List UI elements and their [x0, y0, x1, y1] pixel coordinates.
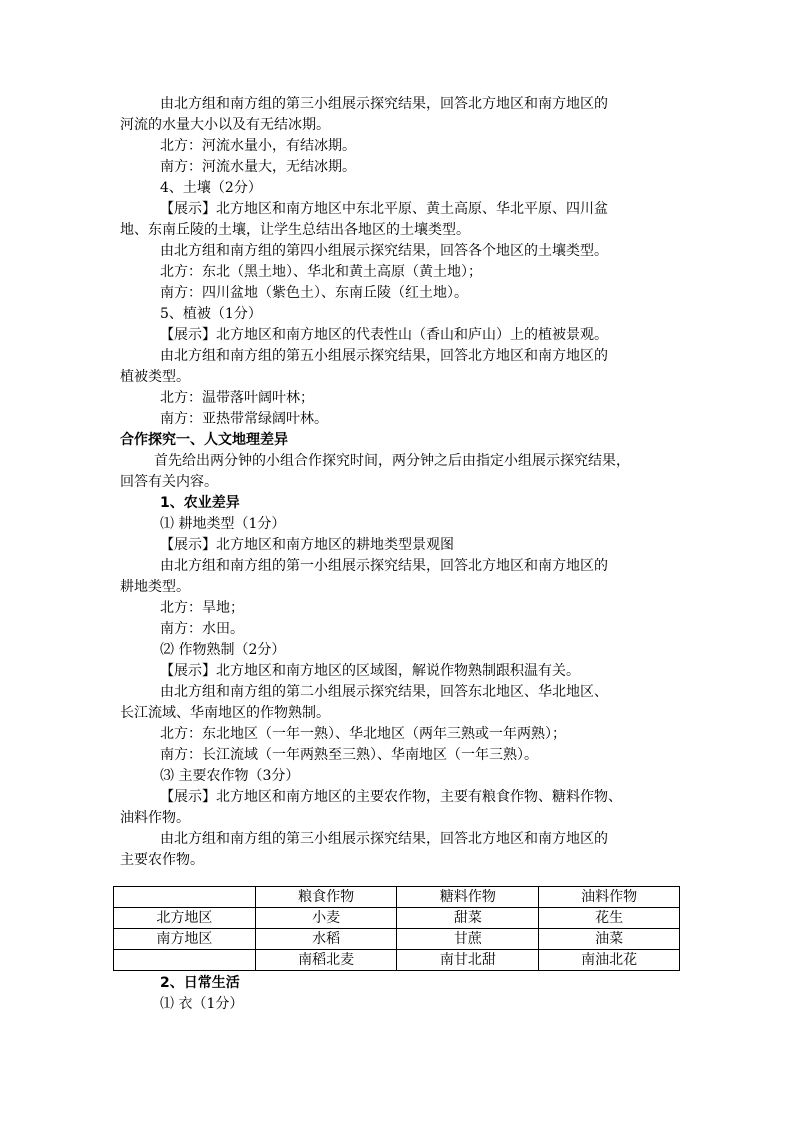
section-heading-vegetation: 5、植被（1分） — [160, 306, 262, 322]
table-cell: 甜菜 — [397, 908, 539, 929]
table-cell: 油菜 — [539, 929, 680, 950]
paragraph-line: 【展示】北方地区和南方地区的代表性山（香山和庐山）上的植被景观。 — [160, 327, 608, 343]
answer-south: 南方：亚热带常绿阔叶林。 — [160, 411, 328, 427]
answer-north: 北方：旱地； — [160, 600, 244, 616]
paragraph-line: 回答有关内容。 — [120, 474, 218, 490]
table-cell — [114, 950, 256, 971]
table-cell: 南甘北甜 — [397, 950, 539, 971]
answer-south: 南方：水田。 — [160, 621, 244, 637]
paragraph-line: 油料作物。 — [120, 810, 190, 826]
answer-north: 北方：温带落叶阔叶林； — [160, 390, 314, 406]
table-cell: 糖料作物 — [397, 887, 539, 908]
table-cell: 南稻北麦 — [255, 950, 397, 971]
paragraph-line: 由北方组和南方组的第三小组展示探究结果，回答北方地区和南方地区的 — [160, 96, 608, 112]
paragraph-line: 由北方组和南方组的第一小组展示探究结果，回答北方地区和南方地区的 — [160, 558, 608, 574]
paragraph-line: 由北方组和南方组的第三小组展示探究结果，回答北方地区和南方地区的 — [160, 831, 608, 847]
section-heading-agriculture: 1、农业差异 — [160, 495, 240, 511]
paragraph-line: 地、东南丘陵的土壤，让学生总结出各地区的土壤类型。 — [120, 222, 470, 238]
paragraph-line: 【展示】北方地区和南方地区的主要农作物，主要有粮食作物、糖料作物、 — [160, 789, 622, 805]
paragraph-line: 主要农作物。 — [120, 852, 204, 868]
paragraph-line: 由北方组和南方组的第二小组展示探究结果，回答东北地区、华北地区、 — [160, 684, 608, 700]
subsection-heading: ⑶ 主要农作物（3分） — [160, 768, 300, 784]
answer-north: 北方：东北（黑土地）、华北和黄土高原（黄土地）； — [160, 264, 482, 280]
table-cell: 北方地区 — [114, 908, 256, 929]
paragraph-line: 【展示】北方地区和南方地区的耕地类型景观图 — [160, 537, 454, 553]
table-row — [114, 950, 680, 971]
table-cell: 水稻 — [255, 929, 397, 950]
table-row — [114, 908, 680, 929]
subsection-heading: ⑴ 耕地类型（1分） — [160, 516, 286, 532]
section-heading-human-geography: 合作探究一、人文地理差异 — [120, 432, 288, 448]
answer-south: 南方：河流水量大，无结冰期。 — [160, 159, 356, 175]
section-heading-daily-life: 2、日常生活 — [160, 975, 240, 991]
paragraph-line: 植被类型。 — [120, 369, 190, 385]
table-cell: 粮食作物 — [255, 887, 397, 908]
subsection-heading: ⑴ 衣（1分） — [160, 996, 244, 1012]
table-cell: 南方地区 — [114, 929, 256, 950]
crop-table — [113, 886, 680, 971]
paragraph-line: 【展示】北方地区和南方地区的区域图，解说作物熟制跟积温有关。 — [160, 663, 580, 679]
paragraph-line: 由北方组和南方组的第五小组展示探究结果，回答北方地区和南方地区的 — [160, 348, 608, 364]
paragraph-line: 首先给出两分钟的小组合作探究时间，两分钟之后由指定小组展示探究结果， — [154, 453, 630, 469]
paragraph-line: 【展示】北方地区和南方地区中东北平原、黄土高原、华北平原、四川盆 — [160, 201, 608, 217]
table-cell: 小麦 — [255, 908, 397, 929]
paragraph-line: 耕地类型。 — [120, 579, 190, 595]
table-cell: 甘蔗 — [397, 929, 539, 950]
table-cell: 油料作物 — [539, 887, 680, 908]
table-cell: 南油北花 — [539, 950, 680, 971]
paragraph-line: 长江流域、华南地区的作物熟制。 — [120, 705, 330, 721]
paragraph-line: 河流的水量大小以及有无结冰期。 — [120, 117, 330, 133]
answer-south: 南方：长江流域（一年两熟至三熟）、华南地区（一年三熟）。 — [160, 747, 538, 763]
table-cell — [114, 887, 256, 908]
table-header-row — [114, 887, 680, 908]
table-cell: 花生 — [539, 908, 680, 929]
answer-south: 南方：四川盆地（紫色土）、东南丘陵（红土地）。 — [160, 285, 468, 301]
paragraph-line: 由北方组和南方组的第四小组展示探究结果，回答各个地区的土壤类型。 — [160, 243, 608, 259]
answer-north: 北方：东北地区（一年一熟）、华北地区（两年三熟或一年两熟）； — [160, 726, 566, 742]
subsection-heading: ⑵ 作物熟制（2分） — [160, 642, 286, 658]
section-heading-soil: 4、土壤（2分） — [160, 180, 262, 196]
answer-north: 北方：河流水量小，有结冰期。 — [160, 138, 356, 154]
table-row — [114, 929, 680, 950]
